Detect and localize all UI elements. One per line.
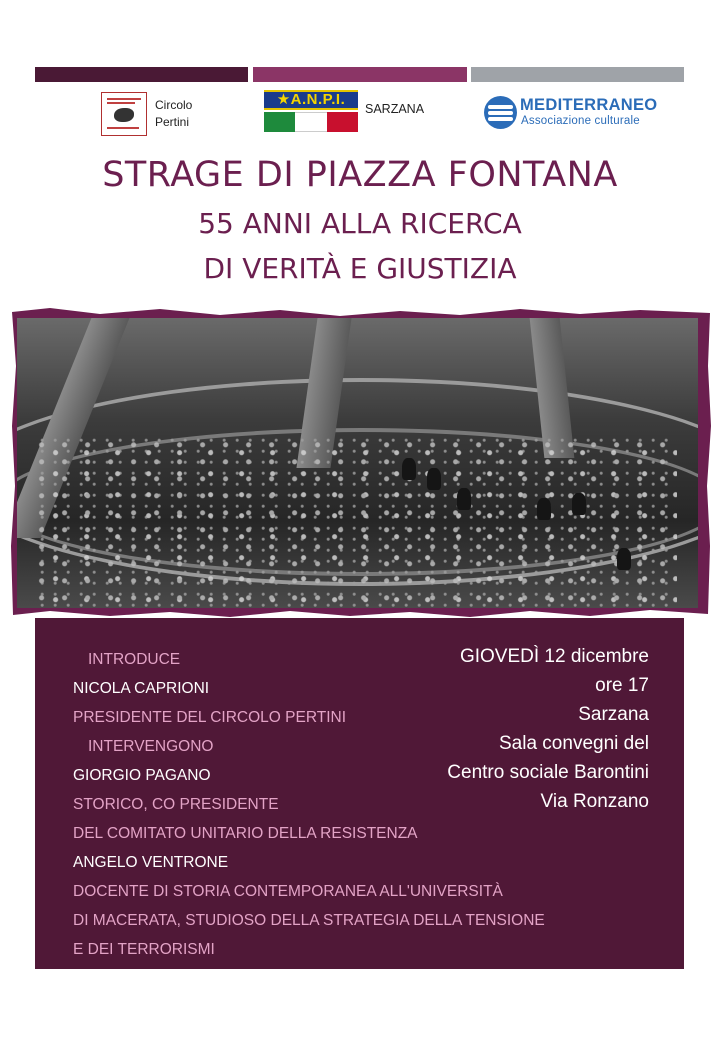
sarzana-label: SARZANA [365,102,425,116]
historical-photo [17,318,698,608]
anpi-flag-stripes [264,112,358,132]
event-details [349,642,649,816]
mediterraneo-subtitle: Associazione culturale [521,115,640,127]
subtitle-line2: DI VERITÀ E GIUSTIZIA [203,252,517,285]
subtitle-line1: 55 ANNI ALLA RICERCA [198,207,522,240]
speaker-line: DI MACERATA, STUDIOSO DELLA STRATEGIA DELLA TENSIONE [73,912,545,929]
anpi-logo-text: ★A.N.P.I. [264,90,358,110]
wave-icon [484,96,517,129]
event-time: ore 17 [595,675,649,696]
anpi-logo [264,90,358,132]
event-venue-line1: Sala convegni del [499,733,649,754]
circolo-label-line2: Pertini [155,115,190,129]
speaker-line: STORICO, CO PRESIDENTE [73,796,279,813]
speaker-line: DEL COMITATO UNITARIO DELLA RESISTENZA [73,825,418,842]
event-venue-line2: Centro sociale Barontini [447,762,649,783]
speaker-line: DOCENTE DI STORIA CONTEMPORANEA ALL'UNIVERSITÀ [73,883,503,900]
top-bar-dark [35,67,248,82]
mediterraneo-name: MEDITERRANEO [520,96,658,114]
top-bar-grey [471,67,684,82]
circolo-label-line1: Circolo [155,98,193,112]
mediterraneo-logo [484,96,674,132]
event-date: GIOVEDÌ 12 dicembre [459,646,649,667]
speaker-line: INTERVENGONO [88,738,214,755]
speaker-line: ANGELO VENTRONE [73,854,229,871]
event-street: Via Ronzano [540,791,649,812]
speaker-line: NICOLA CAPRIONI [73,680,210,697]
event-city: Sarzana [578,704,649,725]
speaker-line: PRESIDENTE DEL CIRCOLO PERTINI [73,709,347,726]
speaker-line: INTRODUCE [88,651,181,668]
speaker-line: E DEI TERRORISMI [73,941,215,958]
speaker-line: GIORGIO PAGANO [73,767,211,784]
top-bar-magenta [253,67,467,82]
main-title: STRAGE DI PIAZZA FONTANA [102,155,618,195]
circolo-pertini-label [155,97,192,131]
circolo-pertini-logo [101,92,147,136]
